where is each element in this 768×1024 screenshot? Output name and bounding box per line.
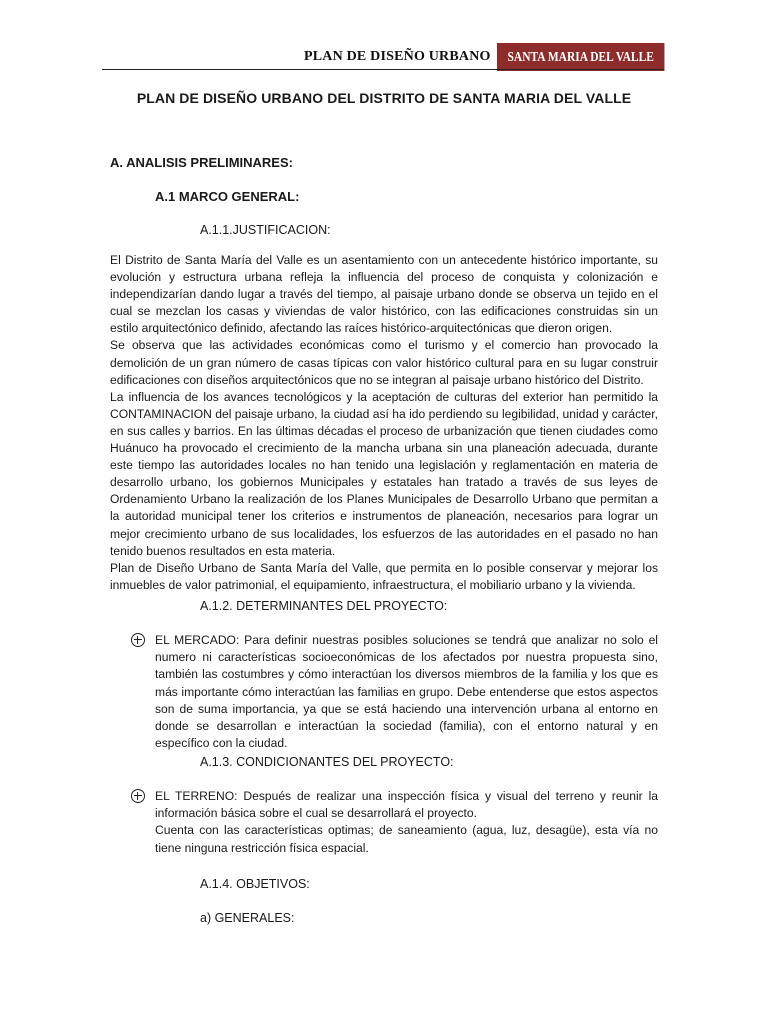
subsection-condicionantes-heading: A.1.3. CONDICIONANTES DEL PROYECTO: [200, 755, 454, 769]
subsection-determinantes-heading: A.1.2. DETERMINANTES DEL PROYECTO: [200, 599, 448, 613]
mercado-text [155, 632, 658, 752]
justification-paragraph: El Distrito de Santa María del Valle es un asentamiento con un antecedente histórico importante, su evolución y estructura urbana refleja la influencia del proceso de conquista y colonización e independizarían dando lugar a través del tiempo, al paisaje urbano donde se observa un tejido en el cual se mezclan los casas y viviendas de valor histórico, con las edificaciones construidas sin un estilo arquitectónico definido, afectando las raíces histórico-arquitectónicas que dieron origen. [110, 253, 658, 336]
terreno-paragraph: EL TERRENO: Después de realizar una inspección física y visual del terreno y reunir la información básica sobre el cual se desarrollará el proyecto. [155, 789, 658, 821]
justification-text [110, 252, 658, 594]
subsection-justificacion-heading: A.1.1.JUSTIFICACION: [200, 223, 331, 237]
terreno-paragraph: Cuenta con las características optimas; de saneamiento (agua, luz, desagüe), esta vía no tiene ninguna restricción física espacial. [155, 823, 658, 855]
justification-paragraph: Plan de Diseño Urbano de Santa María del Valle, que permita en lo posible conservar y mejorar los inmuebles de valor patrimonial, el equipamiento, infraestructura, el mobiliario urbano y la vivienda. [110, 560, 658, 592]
terreno-text [155, 788, 658, 857]
bullet-terreno [131, 789, 145, 806]
objetivos-generales-heading: a) GENERALES: [200, 911, 295, 925]
document-title: PLAN DE DISEÑO URBANO DEL DISTRITO DE SANTA MARIA DEL VALLE [136, 90, 632, 106]
bullet-mercado [131, 633, 145, 650]
circle-plus-bullet-icon [131, 789, 145, 803]
section-a1-heading: A.1 MARCO GENERAL: [155, 189, 300, 204]
circle-plus-bullet-icon [131, 633, 145, 647]
section-a-heading: A. ANALISIS PRELIMINARES: [110, 155, 293, 170]
subsection-objetivos-heading: A.1.4. OBJETIVOS: [200, 877, 310, 891]
mercado-paragraph: EL MERCADO: Para definir nuestras posibles soluciones se tendrá que analizar no solo el numero ni características socioeconómicas de los afectados por nuestra propuesta sino, también las costumbres y cómo interactúan los diversos miembros de la familia y los que es más importante cómo interactúan las familias en grupo. Debe entenderse que estos aspectos son de suma importancia, ya que se está haciendo una intervención urbana al entorno en donde se desarrollan e interactúan la sociedad (familia), con el entorno natural y en específico con la ciudad. [155, 633, 658, 751]
justification-paragraph: La influencia de los avances tecnológicos y la aceptación de culturas del exterior han permitido la CONTAMINACION del paisaje urbano, la ciudad así ha ido perdiendo su legibilidad, unidad y carácter, en sus calles y barrios. En las últimas décadas el proceso de urbanización que tienen ciudades como Huánuco ha provocado el crecimiento de la mancha urbana sin una planeación adecuada, durante este tiempo las autoridades locales no han tenido una legislación y reglamentación en materia de desarrollo urbano, los gobiernos Municipales y estatales han tratado a través de sus leyes de Ordenamiento Urbano la realización de los Planes Municipales de Desarrollo Urbano que permitan a la autoridad municipal tener los criterios e instrumentos de planeación, necesarios para lograr un mejor crecimiento urbano de sus localidades, los esfuerzos de las autoridades en el pasado no han tenido buenos resultados en esta materia. [110, 389, 658, 558]
justification-paragraph: Se observa que las actividades económicas como el turismo y el comercio han provocado la demolición de un gran número de casas típicas con valor histórico cultural para en su lugar construir edificaciones con diseños arquitectónicos que no se integran al paisaje urbano histórico del Distrito. [110, 338, 658, 387]
header-badge: SANTA MARIA DEL VALLE [497, 43, 664, 71]
header-rule [102, 69, 664, 70]
header-title: PLAN DE DISEÑO URBANO [304, 49, 491, 64]
